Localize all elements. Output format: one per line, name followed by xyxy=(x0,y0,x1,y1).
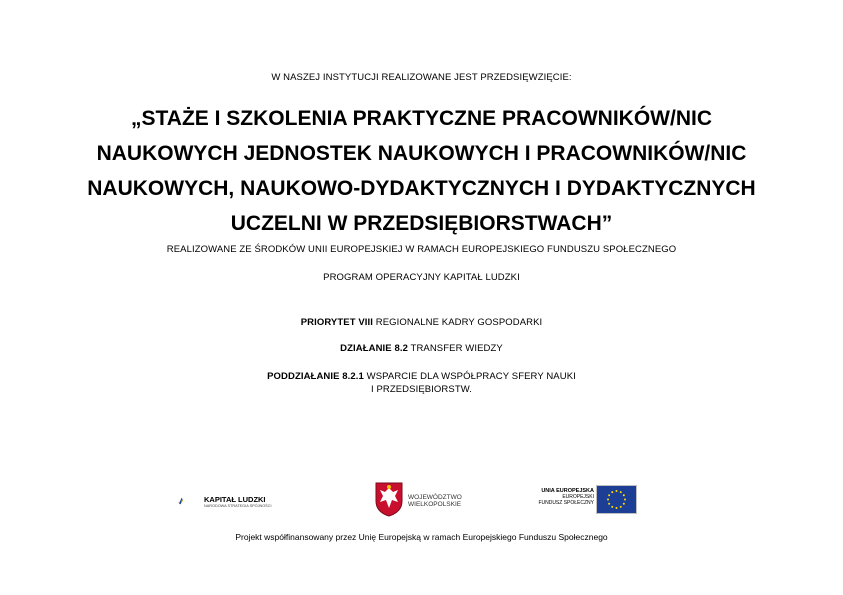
kapital-ludzki-subtitle: NARODOWA STRATEGIA SPÓJNOŚCI xyxy=(204,504,272,508)
eu-label xyxy=(520,488,594,506)
intro-text: W NASZEJ INSTYTUCJI REALIZOWANE JEST PRZEDSIĘWZIĘCIE: xyxy=(271,72,572,83)
eu-star xyxy=(616,490,618,492)
eu-line-2: EUROPEJSKI xyxy=(562,494,594,500)
action-value: TRANSFER WIEDZY xyxy=(407,343,503,354)
action-line xyxy=(0,343,843,354)
project-title xyxy=(0,101,843,241)
wojewodztwo-line-2: WIELKOPOLSKIE xyxy=(408,501,462,508)
wielkopolska-coat-of-arms-icon xyxy=(374,481,404,517)
project-title-line: „STAŻE I SZKOLENIA PRAKTYCZNE PRACOWNIKÓW/NIC xyxy=(131,107,712,130)
eu-star xyxy=(620,506,622,508)
eu-star xyxy=(624,499,626,501)
eu-star xyxy=(607,499,609,501)
wojewodztwo-line-1: WOJEWÓDZTWO xyxy=(408,494,462,501)
funding-text: REALIZOWANE ZE ŚRODKÓW UNII EUROPEJSKIEJ W RAMACH EUROPEJSKIEGO FUNDUSZU SPOŁECZNEGO xyxy=(166,244,677,255)
eu-star xyxy=(623,503,625,505)
priority-line xyxy=(0,317,843,328)
eu-star xyxy=(608,494,610,496)
program-text: PROGRAM OPERACYJNY KAPITAŁ LUDZKI xyxy=(323,272,520,283)
priority-value: REGIONALNE KADRY GOSPODARKI xyxy=(373,317,543,328)
kapital-ludzki-logo-icon xyxy=(178,486,204,516)
eu-flag-icon xyxy=(596,485,637,514)
kapital-ludzki-name: KAPITAŁ LUDZKI xyxy=(204,495,266,504)
wojewodztwo-label xyxy=(408,494,462,508)
project-title-line: UCZELNI W PRZEDSIĘBIORSTWACH” xyxy=(230,212,613,235)
eu-star xyxy=(611,491,613,493)
eu-line-3: FUNDUSZ SPOŁECZNY xyxy=(538,500,594,506)
eu-star xyxy=(623,494,625,496)
footer-text: Projekt współfinansowany przez Unię Europejską w ramach Europejskiego Funduszu Społecznego xyxy=(235,532,608,542)
eu-line-1: UNIA EUROPEJSKA xyxy=(541,488,594,494)
action-label: DZIAŁANIE 8.2 xyxy=(340,343,408,354)
subaction-label: PODDZIAŁANIE 8.2.1 xyxy=(267,371,364,382)
subaction-line-1 xyxy=(0,370,843,383)
eu-star xyxy=(620,491,622,493)
priority-label: PRIORYTET VIII xyxy=(300,317,374,328)
eu-star xyxy=(608,503,610,505)
subaction-block xyxy=(0,370,843,396)
logos-bar xyxy=(0,480,843,520)
eu-star xyxy=(616,507,618,509)
subaction-line-2: I PRZEDSIĘBIORSTW. xyxy=(370,384,473,395)
subaction-value: WSPARCIE DLA WSPÓŁPRACY SFERY NAUKI xyxy=(363,371,576,382)
project-title-line: NAUKOWYCH JEDNOSTEK NAUKOWYCH I PRACOWNIKÓW/NIC xyxy=(96,142,747,165)
eu-star xyxy=(611,506,613,508)
project-title-line: NAUKOWYCH, NAUKOWO-DYDAKTYCZNYCH I DYDAKTYCZNYCH xyxy=(87,177,756,200)
